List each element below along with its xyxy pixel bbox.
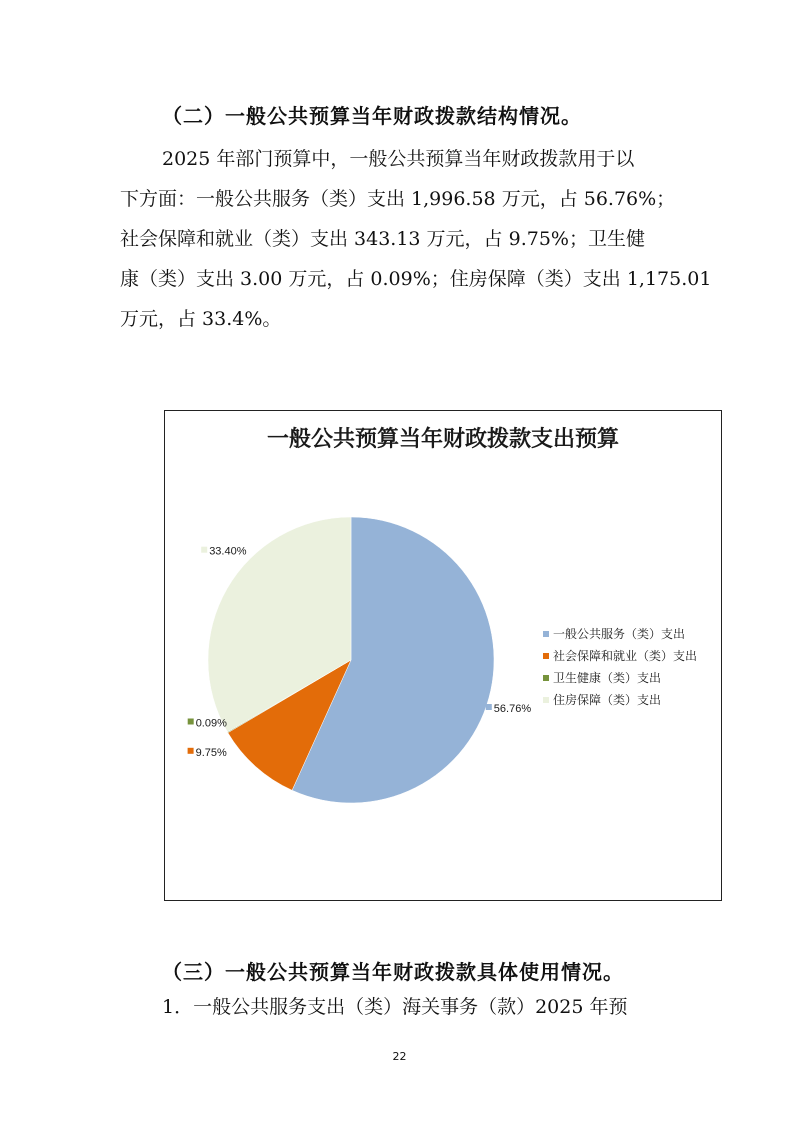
data-label-marker — [486, 704, 492, 710]
page-number: 22 — [392, 1050, 407, 1063]
data-label-text: 0.09% — [195, 717, 227, 730]
section-heading: （二）一般公共预算当年财政拨款结构情况。 — [162, 104, 582, 128]
paragraph-line: 康（类）支出 3.00 万元，占 0.09%；住房保障（类）支出 1,175.01 — [120, 268, 712, 290]
body-paragraph — [120, 987, 680, 1027]
data-label-text: 33.40% — [209, 545, 247, 558]
legend-item — [543, 670, 661, 685]
legend-swatch — [543, 631, 549, 637]
pie-chart — [164, 410, 722, 901]
section-heading: （三）一般公共预算当年财政拨款具体使用情况。 — [162, 960, 624, 984]
data-label-marker — [188, 748, 194, 754]
legend-label: 卫生健康（类）支出 — [553, 671, 662, 685]
data-label-text: 56.76% — [493, 703, 532, 715]
data-label — [486, 703, 532, 715]
legend-swatch — [543, 697, 549, 703]
legend-label: 社会保障和就业（类）支出 — [553, 649, 698, 663]
legend-label: 住房保障（类）支出 — [553, 693, 662, 707]
paragraph-line: 社会保障和就业（类）支出 343.13 万元，占 9.75%；卫生健 — [120, 228, 645, 250]
legend-item — [543, 648, 697, 663]
legend-swatch — [543, 653, 549, 659]
data-label-marker — [188, 719, 194, 725]
pie-slices — [208, 517, 494, 803]
paragraph-line: 下方面：一般公共服务（类）支出 1,996.58 万元，占 56.76%； — [120, 188, 676, 210]
chart-title: 一般公共预算当年财政拨款支出预算 — [266, 426, 620, 451]
data-label-marker — [201, 547, 207, 553]
paragraph-line: 万元，占 33.4%。 — [120, 308, 282, 330]
paragraph-line: 2025 年部门预算中，一般公共预算当年财政拨款用于以 — [162, 148, 635, 170]
legend-label: 一般公共服务（类）支出 — [553, 627, 686, 641]
legend — [543, 626, 697, 707]
data-label — [201, 546, 247, 558]
paragraph-line: 1．一般公共服务支出（类）海关事务（款）2025 年预 — [162, 996, 628, 1018]
data-label — [188, 718, 227, 730]
data-label — [188, 747, 227, 759]
body-paragraph — [120, 139, 712, 339]
legend-swatch — [543, 675, 549, 681]
legend-item — [543, 626, 685, 641]
legend-item — [543, 692, 661, 707]
data-label-text: 9.75% — [195, 746, 227, 759]
